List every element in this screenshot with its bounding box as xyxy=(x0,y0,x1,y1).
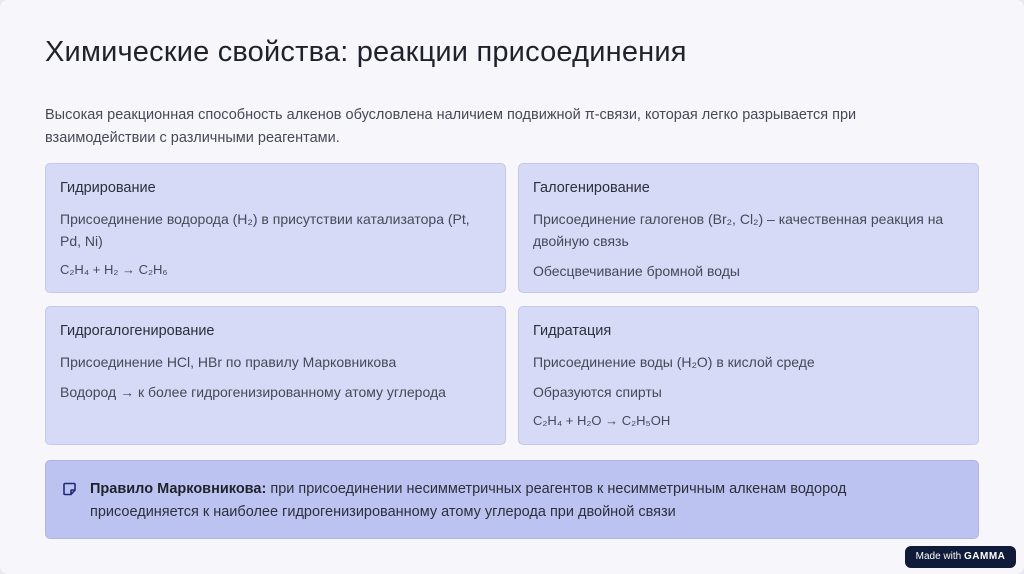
card-title: Гидрогалогенирование xyxy=(60,323,215,339)
card-formula: C₂H₄ + H₂O → C₂H₅OH xyxy=(533,413,671,428)
note-text xyxy=(90,478,958,524)
badge-prefix: Made with xyxy=(915,551,964,562)
card-formula: C₂H₄ + H₂ → C₂H₆ xyxy=(60,262,168,277)
card-text: Присоединение галогенов (Br₂, Cl₂) – качественная реакция на двойную связь xyxy=(533,211,944,249)
card-halogenation xyxy=(518,163,979,293)
gamma-logo: GAMMA xyxy=(963,551,1006,562)
card-text: Присоединение воды (H₂O) в кислой среде xyxy=(533,354,815,370)
card-hydrogenation xyxy=(45,163,506,293)
note-label: Правило Марковникова: xyxy=(90,481,267,497)
note-icon xyxy=(62,481,78,497)
made-with-gamma-badge[interactable] xyxy=(905,546,1016,568)
card-text: Присоединение HCl, HBr по правилу Марковникова xyxy=(60,354,397,370)
intro-text: Высокая реакционная способность алкенов обусловлена наличием подвижной π-связи, которая легко разрывается при взаимодействии с различными реагентами. xyxy=(45,107,857,146)
markovnikov-rule-callout xyxy=(45,460,979,539)
note-body: при присоединении несимметричных реагентов к несимметричным алкенам водород присоединяется к наиболее гидрогенизированному атому углерода при двойной связи xyxy=(90,481,847,520)
card-text: Образуются спирты xyxy=(533,384,662,400)
card-hydration xyxy=(518,306,979,445)
slide-title: Химические свойства: реакции присоединения xyxy=(45,36,687,68)
card-title: Гидратация xyxy=(533,323,612,339)
card-text: Обесцвечивание бромной воды xyxy=(533,263,740,279)
card-title: Галогенирование xyxy=(533,180,650,196)
card-text: Водород → к более гидрогенизированному атому углерода xyxy=(60,384,446,400)
card-text: Присоединение водорода (H₂) в присутствии катализатора (Pt, Pd, Ni) xyxy=(60,211,470,249)
card-title: Гидрирование xyxy=(60,180,156,196)
card-hydrohalogenation xyxy=(45,306,506,445)
